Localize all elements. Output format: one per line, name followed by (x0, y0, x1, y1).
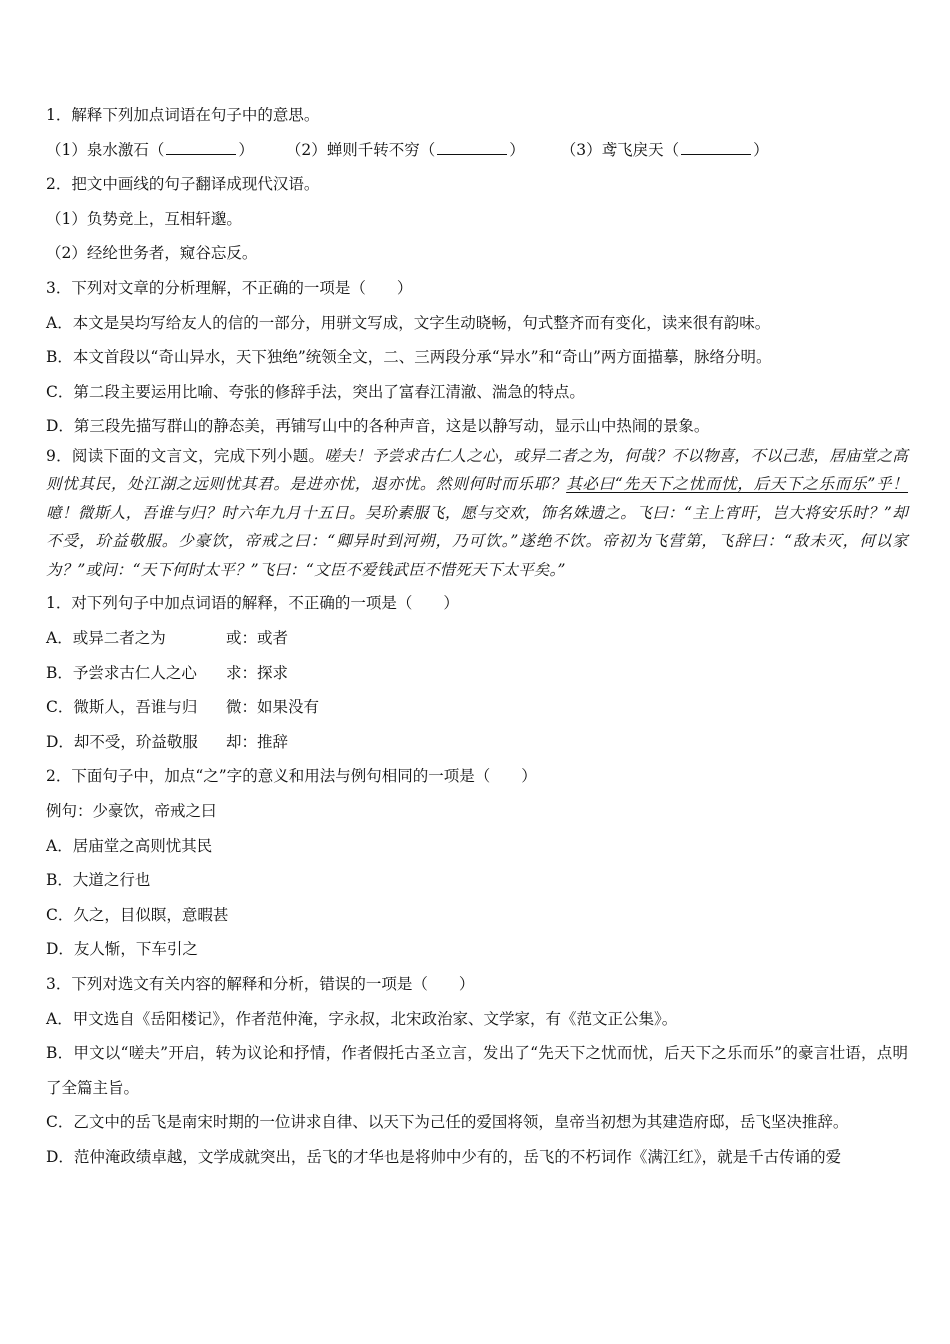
s3-stem: 3．下列对选文有关内容的解释和分析，错误的一项是（ ） (46, 974, 475, 993)
q2-item-2: （2）经纶世务者，窥谷忘反。 (46, 244, 258, 263)
s1-option-b (46, 656, 908, 691)
s1-option-b-gloss: 求：探求 (226, 663, 289, 682)
s1-option-c-sentence: C．微斯人，吾谁与归 (46, 698, 198, 717)
passage-underlined-sentence: 其必曰“先天下之忧而忧，后天下之乐而乐”乎！ (566, 475, 909, 494)
s1-option-c-gloss: 微：如果没有 (226, 698, 320, 717)
q9-intro: 9．阅读下面的文言文，完成下列小题。 (46, 446, 325, 465)
answer-blank-3[interactable] (681, 140, 751, 155)
s3-option-d: D．范仲淹政绩卓越，文学成就突出，岳飞的才华也是将帅中少有的，岳飞的不朽词作《满江红》，就是千古传诵的爱 (46, 1147, 842, 1166)
q1-item-3-label: （3）鸢飞戾天（ (560, 140, 680, 159)
answer-blank-1[interactable] (166, 140, 236, 155)
s2-stem: 2．下面句子中，加点“之”字的意义和用法与例句相同的一项是（ ） (46, 767, 537, 786)
q2-item-1: （1）负势竞上，互相轩邈。 (46, 209, 242, 228)
s2-option-b: B．大道之行也 (46, 871, 151, 890)
q1-item-3-close: ） (753, 140, 769, 159)
q1-item-2-label: （2）蝉则千转不穷（ (285, 140, 436, 159)
q1-items (46, 133, 908, 168)
q9-reading-passage (46, 442, 908, 585)
q2-stem: 2．把文中画线的句子翻译成现代汉语。 (46, 175, 320, 194)
s3-option-a: A．甲文选自《岳阳楼记》，作者范仲淹，字永叔，北宋政治家、文学家，有《范文正公集》。 (46, 1009, 678, 1028)
q3-option-c: C．第二段主要运用比喻、夸张的修辞手法，突出了富春江清澈、湍急的特点。 (46, 382, 585, 401)
s2-option-a: A．居庙堂之高则忧其民 (46, 836, 213, 855)
s1-option-d (46, 725, 908, 760)
q3-option-a: A．本文是吴均写给友人的信的一部分，用骈文写成，文字生动晓畅，句式整齐而有变化，读来很有韵味。 (46, 313, 771, 332)
s1-stem: 1．对下列句子中加点词语的解释，不正确的一项是（ ） (46, 594, 459, 613)
q3-option-b: B．本文首段以“奇山异水，天下独绝”统领全文，二、三两段分承“异水”和“奇山”两方面描摹，脉络分明。 (46, 348, 772, 367)
s2-option-c: C．久之，目似瞑，意暇甚 (46, 905, 229, 924)
s1-option-d-sentence: D．却不受，玠益敬服 (46, 732, 198, 751)
s1-option-a (46, 621, 908, 656)
passage-part-b: 噫！微斯人，吾谁与归？时六年九月十五日。吴玠素服飞，愿与交欢，饰名姝遗之。飞曰：“主上宵旰，岂大将安乐时？”却不受，玠益敬服。少豪饮，帝戒之曰：“卿异时到河朔，乃可饮。”遂绝不饮。帝初为飞营第，飞辞曰：“敌未灭，何以家为？”或问：“天下何时太平？”飞曰：“文臣不爱钱武臣不惜死天下太平矣。” (46, 503, 908, 579)
q3-stem: 3．下列对文章的分析理解，不正确的一项是（ ） (46, 278, 413, 297)
s2-option-d: D．友人惭，下车引之 (46, 940, 198, 959)
s1-option-b-sentence: B．予尝求古仁人之心 (46, 663, 197, 682)
s1-option-d-gloss: 却：推辞 (226, 732, 289, 751)
q3-option-d: D．第三段先描写群山的静态美，再铺写山中的各种声音，这是以静写动，显示山中热闹的景象。 (46, 417, 710, 436)
answer-blank-2[interactable] (437, 140, 507, 155)
exam-page (46, 98, 908, 1175)
s2-example: 例句：少豪饮，帝戒之曰 (46, 802, 217, 820)
q1-item-2-close: ） (509, 140, 525, 159)
passage-part-a: 嗟夫！予尝求古仁人之心，或异二者之为，何哉？不以物喜，不以己悲，居庙堂之高则忧其民，处江湖之远则忧其君。是进亦忧，退亦忧。然则何时而乐耶？ (46, 446, 908, 494)
s1-option-a-gloss: 或：或者 (226, 629, 289, 648)
q1-stem: 1．解释下列加点词语在句子中的意思。 (46, 106, 320, 124)
s1-option-c (46, 690, 908, 725)
q1-item-1-label: （1）泉水激石（ (46, 140, 165, 159)
s3-option-c: C．乙文中的岳飞是南宋时期的一位讲求自律、以天下为己任的爱国将领，皇帝当初想为其建造府邸，岳飞坚决推辞。 (46, 1113, 849, 1132)
s3-option-b: B．甲文以“嗟夫”开启，转为议论和抒情，作者假托古圣立言，发出了“先天下之忧而忧，后天下之乐而乐”的豪言壮语，点明了全篇主旨。 (46, 1044, 908, 1097)
q1-item-1-close: ） (238, 140, 254, 159)
s1-option-a-sentence: A．或异二者之为 (46, 629, 166, 648)
